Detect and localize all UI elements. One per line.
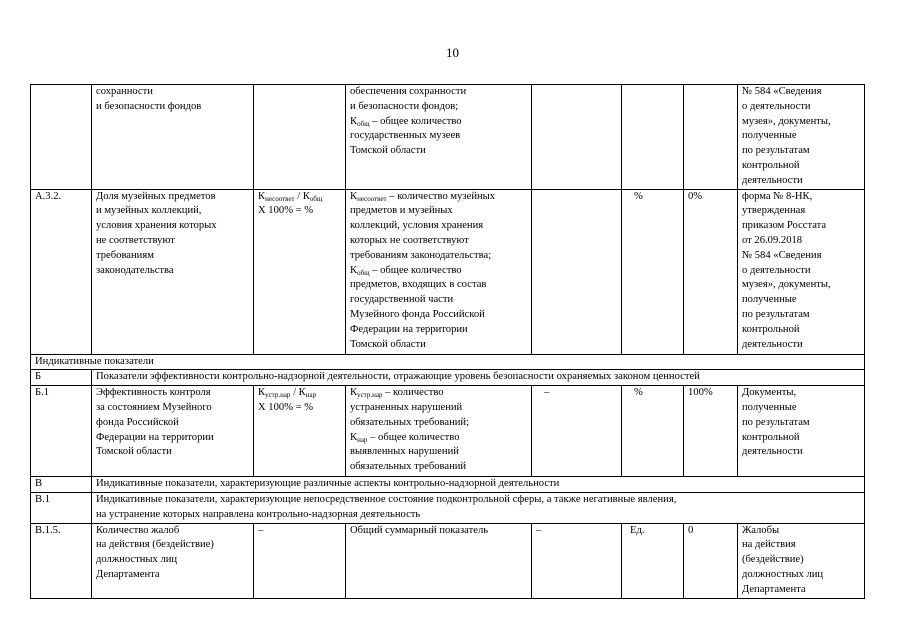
formula-cell — [254, 85, 346, 190]
target-value-cell — [684, 85, 738, 190]
subscript: общ — [357, 119, 370, 128]
target-value-cell: 100% — [684, 386, 738, 477]
page-number: 10 — [446, 45, 459, 60]
section-code: Б — [31, 370, 92, 386]
source-cell: № 584 «Сведения о деятельности музея», документы, полученные по результатам контрольной деятельности — [738, 85, 865, 190]
base-value-cell: – — [532, 386, 622, 477]
table-row — [31, 523, 865, 598]
target-value-cell: 0% — [684, 189, 738, 354]
subscript: общ — [357, 268, 370, 277]
section-text: Индикативные показатели, характеризующие различные аспекты контрольно-надзорной деятельности — [92, 477, 865, 493]
subscript: устр.нар — [265, 391, 291, 400]
section-row — [31, 477, 865, 493]
subscript: общ — [309, 194, 323, 203]
formula-cell: $К_{устр.нар} / К_{нар}$ X 100% = % — [254, 386, 346, 477]
section-text: Индикативные показатели, характеризующие непосредственное состояние подконтрольной сферы, а также негативные явления, на устранение которых направлена контрольно-надзорная деятельность — [92, 492, 865, 523]
unit-cell: % — [622, 386, 684, 477]
code-cell: А.3.2. — [31, 189, 92, 354]
unit-cell: % — [622, 189, 684, 354]
code-cell: В.1.5. — [31, 523, 92, 598]
subscript: несоответ — [357, 194, 387, 203]
source-cell: Документы, полученные по результатам контрольной деятельности — [738, 386, 865, 477]
subscript: устр.нар — [357, 391, 383, 400]
table-row — [31, 189, 865, 354]
unit-cell: Ед. — [622, 523, 684, 598]
unit-cell — [622, 85, 684, 190]
description-cell: обеспечения сохранности и безопасности фондов; $К_{общ}$ – общее количество государственных музеев Томской области — [346, 85, 532, 190]
description-cell: $К_{несоответ}$ – количество музейных предметов и музейных коллекций, условия хранения которых не соответствуют требованиям законодательства; $К_{общ}$ – общее количество предметов, входящих в состав государственной части Музейного фонда Российской Федерации на территории Томской области — [346, 189, 532, 354]
subscript: несоответ — [265, 194, 295, 203]
section-row — [31, 354, 865, 370]
table-row — [31, 386, 865, 477]
subscript: нар — [305, 391, 317, 400]
name-cell: Эффективность контроля за состоянием Музейного фонда Российской Федерации на территории Томской области — [92, 386, 254, 477]
section-row — [31, 492, 865, 523]
section-row — [31, 370, 865, 386]
base-value-cell — [532, 85, 622, 190]
table-row — [31, 85, 865, 190]
source-cell: форма № 8-НК, утвержденная приказом Росстата от 26.09.2018 № 584 «Сведения о деятельности музея», документы, полученные по результатам контрольной деятельности — [738, 189, 865, 354]
section-code: В — [31, 477, 92, 493]
name-cell: Количество жалоб на действия (бездействие) должностных лиц Департамента — [92, 523, 254, 598]
name-cell: Доля музейных предметов и музейных коллекций, условия хранения которых не соответствуют требованиям законодательства — [92, 189, 254, 354]
section-title: Индикативные показатели — [31, 354, 865, 370]
code-cell: Б.1 — [31, 386, 92, 477]
section-code: В.1 — [31, 492, 92, 523]
base-value-cell: – — [532, 523, 622, 598]
formula-cell: – — [254, 523, 346, 598]
formula-cell: $К_{несоответ} / К_{общ}$ X 100% = % — [254, 189, 346, 354]
base-value-cell — [532, 189, 622, 354]
code-cell — [31, 85, 92, 190]
subscript: нар — [357, 435, 368, 444]
target-value-cell: 0 — [684, 523, 738, 598]
section-text: Показатели эффективности контрольно-надзорной деятельности, отражающие уровень безопасности охраняемых законом ценностей — [92, 370, 865, 386]
source-cell: Жалобы на действия (бездействие) должностных лиц Департамента — [738, 523, 865, 598]
description-cell: Общий суммарный показатель — [346, 523, 532, 598]
indicators-table — [30, 84, 865, 599]
name-cell: сохранности и безопасности фондов — [92, 85, 254, 190]
description-cell: $К_{устр.нар}$ – количество устраненных нарушений обязательных требований; $К_{нар}$ – общее количество выявленных нарушений обязательных требований — [346, 386, 532, 477]
